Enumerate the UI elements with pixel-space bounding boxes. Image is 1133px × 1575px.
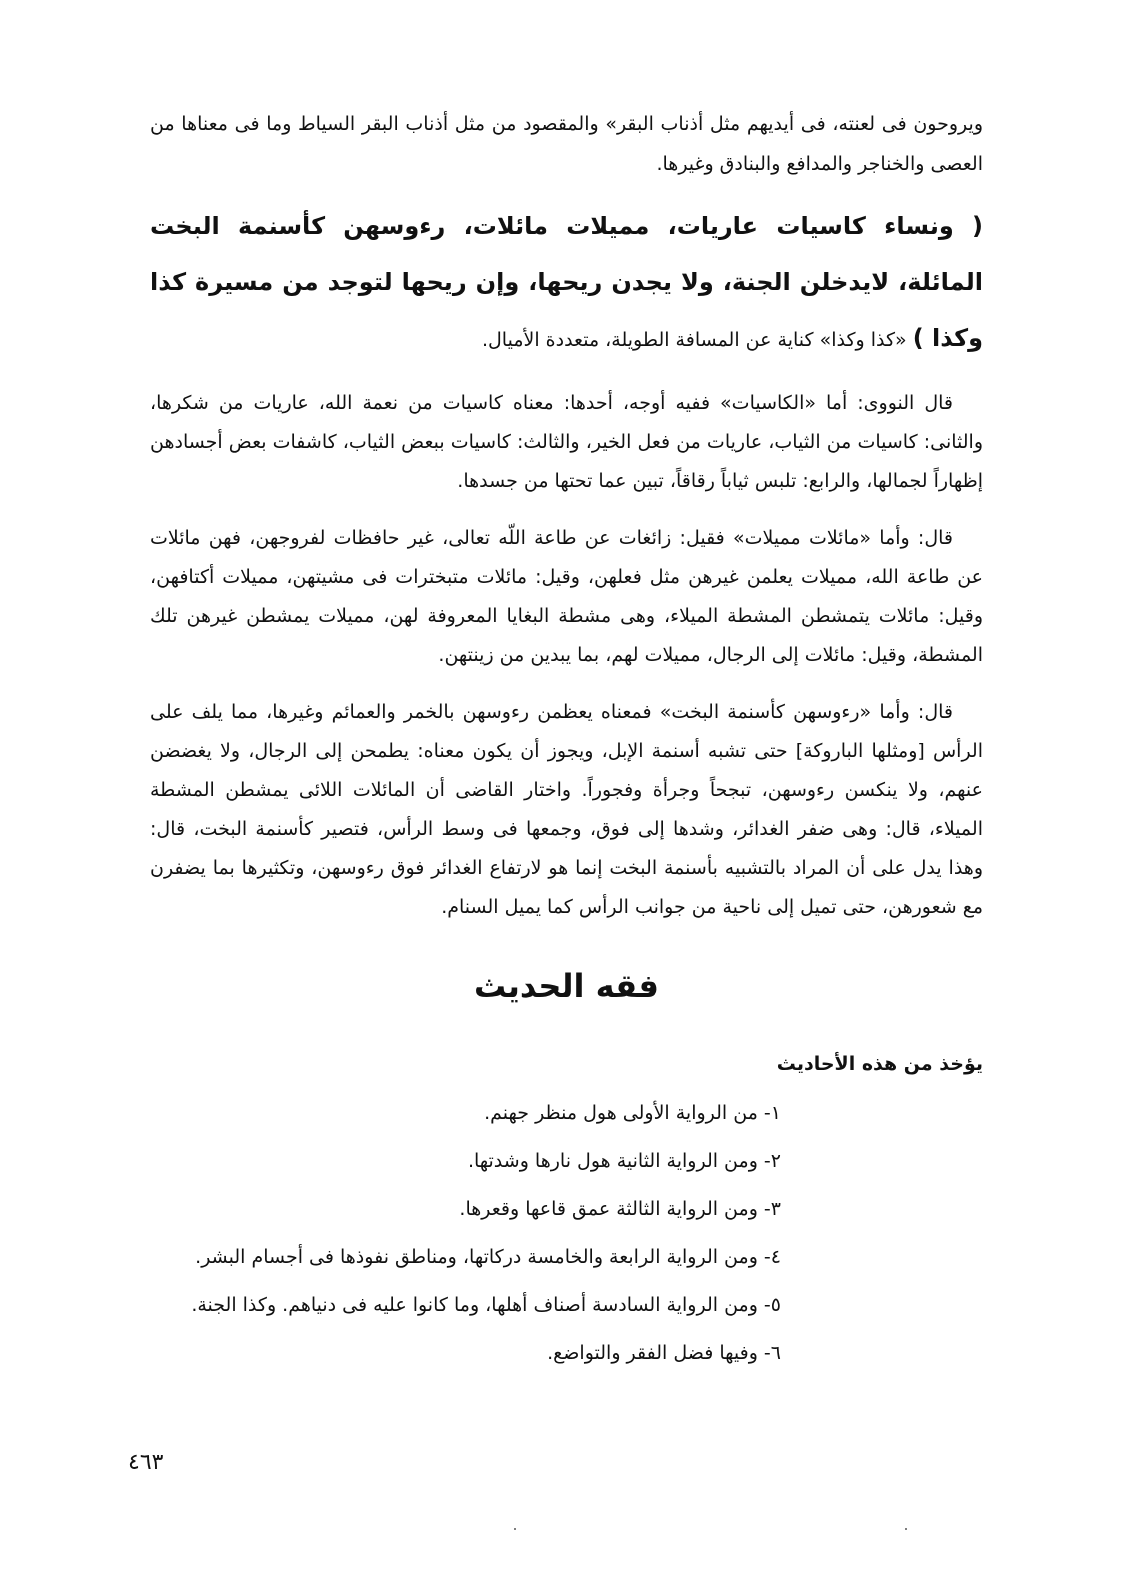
section-subheading: يؤخذ من هذه الأحاديث xyxy=(776,1053,983,1075)
page-content xyxy=(150,104,983,1377)
page-number: ٤٦٣ xyxy=(128,1450,164,1475)
list-item: ٦- وفيها فضل الفقر والتواضع. xyxy=(547,1342,781,1364)
lessons-list xyxy=(150,1089,983,1377)
paragraph-intro: ويروحون فى لعنته، فى أيديهم مثل أذناب البقر» والمقصود من مثل أذناب البقر السياط وما فى معناها من العصى والخناجر والمدافع والبنادق وغيرها. xyxy=(150,113,983,175)
hadith-block xyxy=(150,198,983,366)
list-item: ٣- ومن الرواية الثالثة عمق قاعها وقعرها. xyxy=(459,1198,781,1220)
list-item: ١- من الرواية الأولى هول منظر جهنم. xyxy=(484,1102,781,1124)
list-item: ٤- ومن الرواية الرابعة والخامسة دركاتها، ومناطق نفوذها فى أجسام البشر. xyxy=(195,1246,781,1268)
hadith-note: «كذا وكذا» كناية عن المسافة الطويلة، متعددة الأميال. xyxy=(481,329,907,351)
paragraph-nawawi: قال النووى: أما «الكاسيات» ففيه أوجه، أحدها: معناه كاسيات من نعمة الله، عاريات من شكرها، والثانى: كاسيات من الثياب، عاريات من فعل الخير، والثالث: كاسيات ببعض الثياب، كاشفات بعض أجسادهن إظهاراً لجمالها، والرابع: تلبس ثياباً رقاقاً، تبين عما تحتها من جسدها. xyxy=(150,392,983,492)
paragraph-mailat: قال: وأما «مائلات مميلات» فقيل: زائغات عن طاعة اللّه تعالى، غير حافظات لفروجهن، فهن مائلات عن طاعة الله، مميلات يعلمن غيرهن مثل فعلهن، وقيل: مائلات متبخترات فى مشيتهن، مميلات أكتافهن، وقيل: مائلات يتمشطن المشطة الميلاء، وهى مشطة البغايا المعروفة لهن، مميلات يمشطن غيرهن تلك المشطة، وقيل: مائلات إلى الرجال، مميلات لهم، بما يبدين من زينتهن. xyxy=(150,527,983,666)
paragraph-ruusihinna: قال: وأما «رءوسهن كأسنمة البخت» فمعناه يعظمن رءوسهن بالخمر والعمائم وغيرها، مما يلف على الرأس [ومثلها الباروكة] حتى تشبه أسنمة الإبل، ويجوز أن يكون معناه: يطمحن إلى الرجال، ولا يغضضن عنهم، ولا ينكسن رءوسهن، تبجحاً وجرأة وفجوراً. واختار القاضى أن المائلات اللائى يمشطن المشطة الميلاء، قال: وهى ضفر الغدائر، وشدها إلى فوق، وجمعها فى وسط الرأس، فتصير كأسنمة البخت، قال: وهذا يدل على أن المراد بالتشبيه بأسنمة البخت إنما هو لارتفاع الغدائر فوق رءوسهن، وتكثيرها بما يضفرن مع شعورهن، حتى تميل إلى ناحية من جوانب الرأس كما يميل السنام. xyxy=(150,701,983,918)
scan-speck xyxy=(514,1528,516,1530)
scan-speck xyxy=(905,1528,907,1530)
hadith-text: ( ونساء كاسيات عاريات، مميلات مائلات، رءوسهن كأسنمة البخت المائلة، لايدخلن الجنة، ولا يجدن ريحها، وإن ريحها لتوجد من مسيرة كذا وكذا ) xyxy=(150,212,983,352)
list-item: ٢- ومن الرواية الثانية هول نارها وشدتها. xyxy=(467,1150,781,1172)
list-item: ٥- ومن الرواية السادسة أصناف أهلها، وما كانوا عليه فى دنياهم. وكذا الجنة. xyxy=(191,1294,781,1316)
section-title: فقه الحديث xyxy=(474,967,659,1005)
